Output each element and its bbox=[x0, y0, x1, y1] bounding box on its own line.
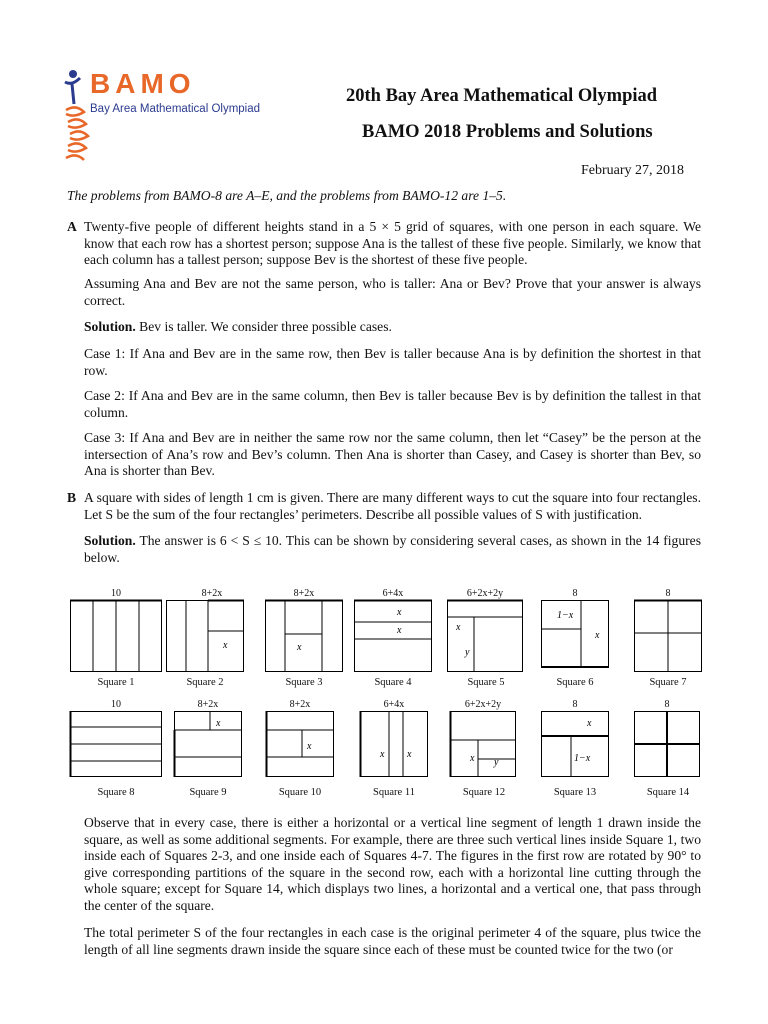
total-paragraph bbox=[84, 925, 701, 958]
caption: Square 3 bbox=[285, 677, 323, 688]
perimeter-label: 6+2x+2y bbox=[466, 588, 504, 599]
caption: Square 1 bbox=[97, 677, 135, 688]
perimeter-label: 8 bbox=[665, 588, 671, 599]
observe-text: Observe that in every case, there is either a horizontal or a vertical line segment of length 1 drawn inside the square, as well as some additional segments. For example, there are three such vertical lines inside Square 1, two inside each of Squares 2-3, and one inside each of Squares 4-7. The figures in the first row are rotated by 90° to give corresponding partitions of the square in the second row, each with a horizontal line cutting through the whole square; except for Square 14, which displays two lines, a horizontal and a vertical one, that pass through the center of the square. bbox=[84, 815, 701, 913]
caption: Square 7 bbox=[649, 677, 687, 688]
dimension-label: 1−x bbox=[574, 753, 591, 764]
dimension-label: x bbox=[407, 749, 412, 760]
perimeter-label: 10 bbox=[111, 699, 121, 710]
perimeter-label: 6+2x+2y bbox=[464, 699, 502, 710]
square-diagram bbox=[447, 600, 523, 672]
dimension-label: x bbox=[456, 622, 461, 633]
caption: Square 13 bbox=[553, 787, 597, 798]
case-1-text: Case 1: If Ana and Bev are in the same row, then Bev is taller because Ana is by definition the shortest in that row. bbox=[84, 346, 701, 378]
dimension-label: x bbox=[223, 640, 228, 651]
square-diagram bbox=[70, 711, 162, 777]
caption: Square 12 bbox=[462, 787, 506, 798]
square-diagram bbox=[634, 711, 700, 777]
perimeter-label: 6+4x bbox=[383, 699, 405, 710]
case-3-text: Case 3: If Ana and Bev are in neither the same row nor the same column, then let “Casey” be the person at the intersection of Ana’s row and Bev’s column. Then Ana is shorter than Casey, and Casey is shorter than Bev, so Ana is shorter than Bev. bbox=[84, 430, 701, 478]
dimension-label: x bbox=[470, 753, 475, 764]
square-diagram bbox=[634, 600, 702, 672]
caption: Square 8 bbox=[97, 787, 135, 798]
square-diagram bbox=[265, 600, 343, 672]
problem-a-label: A bbox=[67, 219, 77, 234]
dimension-label: x bbox=[216, 718, 221, 729]
problem-b-label: B bbox=[67, 490, 77, 505]
perimeter-label: 8+2x bbox=[197, 699, 219, 710]
bamo-logo bbox=[62, 68, 262, 168]
caption: Square 11 bbox=[373, 787, 415, 798]
case-2 bbox=[84, 388, 701, 421]
square-diagram bbox=[70, 600, 162, 672]
dimension-label: 1−x bbox=[557, 610, 574, 621]
case-2-text: Case 2: If Ana and Bev are in the same column, then Bev is taller because Bev is by definition the tallest in that column. bbox=[84, 388, 701, 420]
intro-text: The problems from BAMO-8 are A–E, and the problems from BAMO-12 are 1–5. bbox=[67, 188, 507, 203]
perimeter-label: 10 bbox=[111, 588, 121, 599]
solution-text: Bev is taller. We consider three possible cases. bbox=[139, 319, 392, 334]
problem-a bbox=[67, 219, 701, 269]
perimeter-label: 6+4x bbox=[382, 588, 404, 599]
date: February 27, 2018 bbox=[580, 163, 684, 178]
dimension-label: x bbox=[595, 630, 600, 641]
page-title: 20th Bay Area Mathematical Olympiad bbox=[346, 86, 658, 106]
square-diagram bbox=[174, 711, 242, 777]
perimeter-label: 8+2x bbox=[289, 699, 311, 710]
logo-figure-icon bbox=[62, 68, 92, 168]
perimeter-label: 8 bbox=[664, 699, 670, 710]
problem-b-statement: A square with sides of length 1 cm is given. There are many different ways to cut the square into four rectangles. Let S be the sum of the four rectangles’ perimeters. Describe all possible values of S with justification. bbox=[84, 490, 701, 522]
solution-text-b: The answer is 6 < S ≤ 10. This can be shown by considering several cases, as shown in the 14 figures below. bbox=[84, 533, 702, 565]
dimension-label: x bbox=[587, 718, 592, 729]
perimeter-label: 8+2x bbox=[201, 588, 223, 599]
case-1 bbox=[84, 346, 701, 379]
logo-subtitle: Bay Area Mathematical Olympiad bbox=[90, 103, 261, 115]
dimension-label: x bbox=[397, 607, 402, 618]
dimension-label: y bbox=[465, 647, 470, 658]
caption: Square 14 bbox=[646, 787, 690, 798]
problem-a-question bbox=[84, 276, 701, 309]
dimension-label: x bbox=[297, 642, 302, 653]
page-subtitle: BAMO 2018 Problems and Solutions bbox=[362, 122, 653, 142]
square-diagram bbox=[354, 600, 432, 672]
perimeter-label: 8 bbox=[572, 588, 578, 599]
caption: Square 9 bbox=[189, 787, 227, 798]
perimeter-label: 8+2x bbox=[293, 588, 315, 599]
solution-label: Solution. bbox=[84, 319, 136, 334]
solution-label-b: Solution. bbox=[84, 533, 136, 548]
problem-b-solution bbox=[84, 533, 701, 566]
caption: Square 4 bbox=[374, 677, 412, 688]
perimeter-label: 8 bbox=[572, 699, 578, 710]
problem-a-statement: Twenty-five people of different heights stand in a 5 × 5 grid of squares, with one person in each square. We know that each row has a shortest person; suppose Ana is the tallest of these five people. Similarly, we know that each column has a tallest person; suppose Bev is the shortest of these five people. bbox=[84, 219, 701, 267]
caption: Square 10 bbox=[278, 787, 322, 798]
square-diagram bbox=[541, 600, 609, 668]
square-diagram bbox=[450, 711, 516, 777]
case-3 bbox=[84, 430, 701, 480]
square-diagram bbox=[166, 600, 244, 672]
problem-a-solution bbox=[84, 319, 701, 336]
dimension-label: y bbox=[494, 757, 499, 768]
square-diagram bbox=[541, 711, 609, 777]
total-text: The total perimeter S of the four rectangles in each case is the original perimeter 4 of the square, plus twice the length of all line segments drawn inside the square since each of these must be counted twice for the two (or bbox=[84, 925, 701, 957]
dimension-label: x bbox=[380, 749, 385, 760]
dimension-label: x bbox=[307, 741, 312, 752]
square-diagram bbox=[360, 711, 428, 777]
logo-wordmark: BAMO bbox=[90, 68, 196, 99]
caption: Square 2 bbox=[186, 677, 224, 688]
caption: Square 5 bbox=[467, 677, 505, 688]
observe-paragraph bbox=[84, 815, 701, 914]
dimension-label: x bbox=[397, 625, 402, 636]
problem-b bbox=[67, 490, 701, 523]
square-diagram bbox=[266, 711, 334, 777]
caption: Square 6 bbox=[556, 677, 594, 688]
question-text: Assuming Ana and Bev are not the same person, who is taller: Ana or Bev? Prove that your answer is always correct. bbox=[84, 276, 701, 308]
